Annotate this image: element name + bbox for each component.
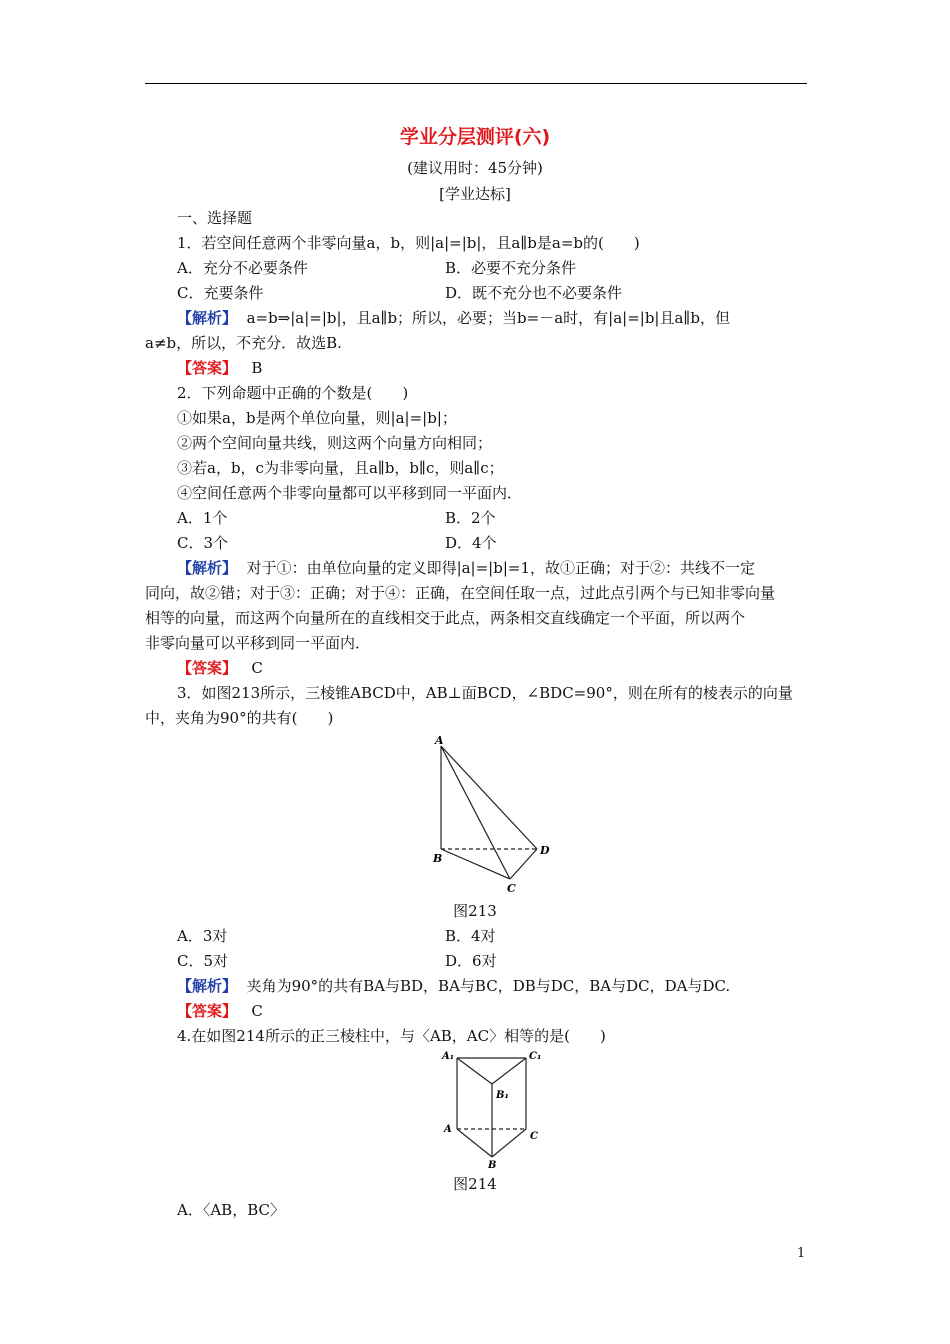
figure-214-caption: 图214 — [453, 1175, 497, 1193]
q2-item-4: ④空间任意两个非零向量都可以平移到同一平面内． — [177, 484, 523, 502]
section-heading: 一、选择题 — [177, 209, 253, 227]
edge-a1b1 — [457, 1058, 492, 1084]
q1-answer-value: B — [251, 359, 263, 377]
answer-tag: 【答案】 — [177, 359, 238, 377]
q3-option-b: B．4对 — [445, 927, 496, 945]
vertex-label-a: A — [435, 734, 444, 747]
q2-analysis-text: 对于①：由单位向量的定义即得|a|=|b|=1，故①正确；对于②：共线不一定 — [246, 559, 756, 577]
q3-answer-value: C — [251, 1002, 263, 1020]
edge-bc — [441, 849, 510, 879]
edge-cb — [492, 1129, 526, 1157]
analysis-tag: 【解析】 — [177, 559, 238, 577]
level-label: [学业达标] — [439, 185, 511, 203]
vertex-label-a: A — [444, 1124, 452, 1135]
analysis-tag: 【解析】 — [177, 977, 238, 995]
analysis-tag: 【解析】 — [177, 309, 238, 327]
page-title: 学业分层测评(六) — [399, 126, 551, 148]
q1-analysis-line1 — [177, 308, 730, 328]
q1-option-b: B．必要不充分条件 — [445, 259, 577, 277]
q4-option-a: A．〈AB，BC〉 — [177, 1201, 285, 1219]
q2-answer-value: C — [251, 659, 263, 677]
q2-analysis-line4: 非零向量可以平移到同一平面内． — [145, 634, 371, 652]
q2-item-1: ①如果a，b是两个单位向量，则|a|=|b|； — [177, 409, 457, 427]
vertex-label-a1: A₁ — [442, 1051, 455, 1062]
vertex-label-c: C — [530, 1131, 538, 1142]
vertex-label-d: D — [540, 844, 550, 857]
q1-stem: 1．若空间任意两个非零向量a，b，则|a|=|b|，且a∥b是a=b的( ) — [177, 234, 640, 252]
q1-option-d: D．既不充分也不必要条件 — [445, 284, 623, 302]
q2-item-3: ③若a，b，c为非零向量，且a∥b，b∥c，则a∥c； — [177, 459, 504, 477]
vertex-label-b1: B₁ — [496, 1090, 509, 1101]
answer-tag: 【答案】 — [177, 1002, 238, 1020]
q2-option-c: C．3个 — [177, 534, 229, 552]
vertex-label-b: B — [433, 852, 443, 865]
figure-213-caption: 图213 — [453, 902, 497, 920]
q2-analysis-line3: 相等的向量，而这两个向量所在的直线相交于此点，两条相交直线确定一个平面，所以两个 — [145, 609, 746, 627]
q1-option-a: A．充分不必要条件 — [177, 259, 308, 277]
q3-analysis — [177, 976, 730, 996]
q2-item-2: ②两个空间向量共线，则这两个向量方向相同； — [177, 434, 493, 452]
q3-option-a: A．3对 — [177, 927, 228, 945]
q1-option-c: C．充要条件 — [177, 284, 264, 302]
header-rule — [145, 83, 807, 84]
q2-option-b: B．2个 — [445, 509, 496, 527]
vertex-label-b: B — [488, 1160, 497, 1171]
q3-answer — [177, 1001, 263, 1021]
edge-ab — [457, 1129, 492, 1157]
q3-stem-line2: 中，夹角为90°的共有( ) — [145, 709, 334, 727]
q2-analysis-line1 — [177, 558, 755, 578]
q2-option-d: D．4个 — [445, 534, 497, 552]
q3-option-d: D．6对 — [445, 952, 497, 970]
q1-analysis-line2: a≠b，所以，不充分．故选B. — [145, 334, 342, 352]
page-number: 1 — [797, 1246, 806, 1261]
edge-ad — [441, 746, 537, 849]
vertex-label-c: C — [507, 882, 516, 895]
edge-c1b1 — [492, 1058, 526, 1084]
q3-stem-line1: 3．如图213所示，三棱锥ABCD中，AB⊥面BCD，∠BDC=90°，则在所有的棱表示的向量 — [177, 684, 793, 702]
q1-answer — [177, 358, 262, 378]
answer-tag: 【答案】 — [177, 659, 238, 677]
q1-analysis-text: a=b⇒|a|=|b|，且a∥b；所以，必要；当b=－a时，有|a|=|b|且a∥b，但 — [246, 309, 730, 327]
q2-stem: 2．下列命题中正确的个数是( ) — [177, 384, 409, 402]
q3-analysis-text: 夹角为90°的共有BA与BD，BA与BC，DB与DC，BA与DC，DA与DC. — [246, 977, 731, 995]
q3-option-c: C．5对 — [177, 952, 229, 970]
q4-stem: 4.在如图214所示的正三棱柱中，与〈AB，AC〉相等的是( ) — [177, 1027, 606, 1045]
q2-option-a: A．1个 — [177, 509, 228, 527]
suggested-time: (建议用时：45分钟) — [407, 159, 543, 177]
figure-214-prism — [438, 1049, 553, 1171]
figure-213-tetrahedron — [425, 732, 560, 897]
edge-cd — [510, 849, 537, 879]
vertex-label-c1: C₁ — [529, 1051, 542, 1062]
edge-ac — [441, 746, 510, 879]
q2-analysis-line2: 同向，故②错；对于③：正确；对于④：正确，在空间任取一点，过此点引两个与已知非零向量 — [145, 584, 776, 602]
q2-answer — [177, 658, 263, 678]
